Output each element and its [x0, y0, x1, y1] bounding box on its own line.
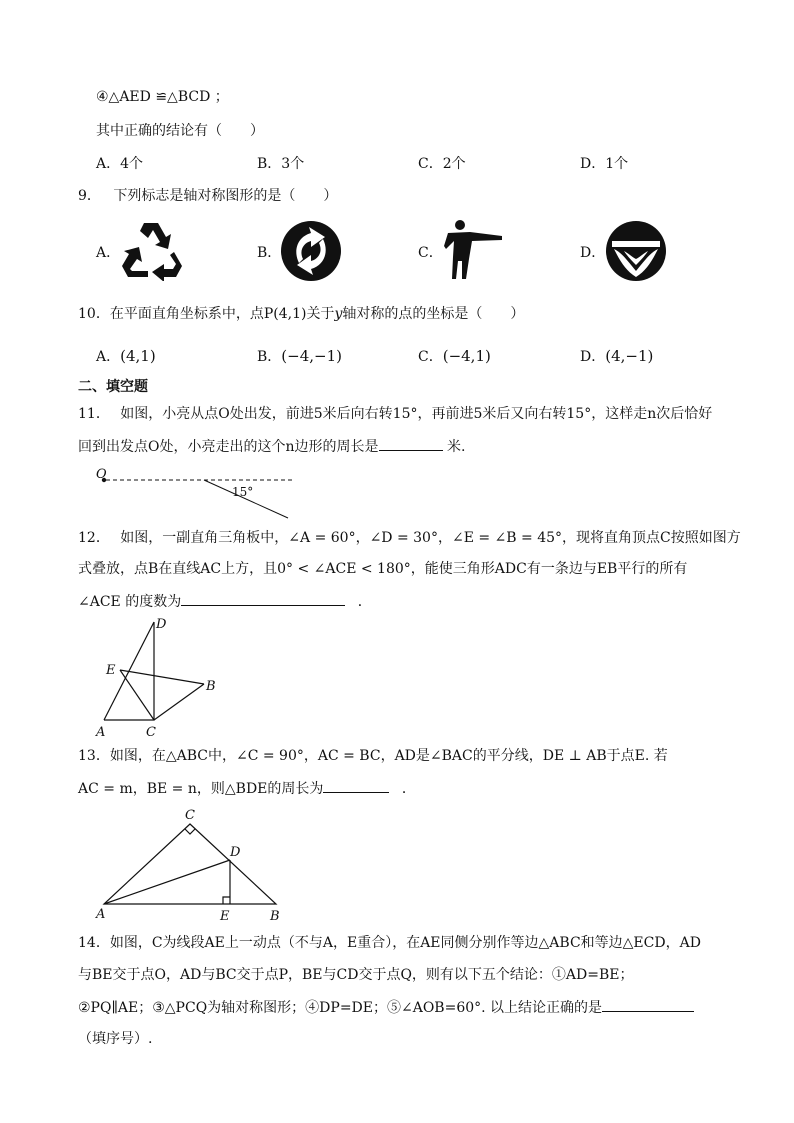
label-e: E — [106, 663, 116, 678]
axis-name: y — [334, 306, 343, 322]
q11-figure — [92, 466, 312, 522]
option-label: D． — [580, 349, 606, 365]
q9-option-c-label[interactable]: C． — [418, 245, 443, 261]
end-mark: ． — [357, 594, 372, 610]
q14-line-3 — [78, 997, 694, 1018]
question-text: 回到出发点O处，小亮走出的这个n边形的周长是 — [78, 439, 379, 455]
label-b: B — [270, 909, 280, 924]
q9-option-d-label[interactable]: D． — [580, 245, 606, 261]
answer-blank[interactable] — [602, 997, 694, 1012]
q8-option-b[interactable] — [257, 154, 304, 174]
q11-line-2 — [78, 436, 465, 457]
label-a: A — [96, 907, 106, 922]
label-o: O — [96, 467, 107, 482]
section-title: 二、填空题 — [78, 379, 148, 395]
answer-blank[interactable] — [323, 778, 389, 793]
label-c: C — [146, 725, 156, 740]
q9-stem — [78, 186, 337, 206]
question-text: 如图，小亮从点O处出发，前进5米后向右转15°，再前进5米后又向右转15°，这样走n次后恰好 — [120, 406, 713, 422]
v-emblem-icon — [604, 219, 668, 283]
stem-part-c: 轴对称的点的坐标是（ ） — [342, 306, 525, 322]
q14-line-2: 与BE交于点O，AD与BC交于点P，BE与CD交于点Q，则有以下五个结论：①AD=BE； — [78, 967, 634, 983]
option-text: (−4,−1) — [281, 347, 342, 365]
q12-line-3 — [78, 591, 372, 612]
option-text: (4,1) — [120, 347, 156, 365]
q8-stem: 其中正确的结论有（ ） — [96, 123, 264, 139]
question-text: ②PQ∥AE；③△PCQ为轴对称图形；④DP=DE；⑤∠AOB=60°. 以上结论正确的是 — [78, 1000, 603, 1016]
option-text: 2个 — [442, 156, 466, 172]
point-p: P(4,1) — [263, 306, 307, 322]
side-eb — [120, 670, 204, 684]
unit: 米. — [446, 439, 466, 455]
q12-line-2: 式叠放，点B在直线AC上方，且0° < ∠ACE < 180°，能使三角形ADC有一条边与EB平行的所有 — [78, 561, 688, 577]
option-text: (−4,1) — [442, 347, 491, 365]
question-text: ∠ACE 的度数为 — [78, 594, 182, 610]
q12-line-1 — [78, 528, 741, 548]
question-number: 13． — [78, 748, 110, 764]
q9-option-a-label[interactable]: A． — [96, 245, 121, 261]
option-label: D． — [580, 156, 606, 172]
stem-part-b: 关于 — [306, 306, 335, 322]
q10-option-c[interactable] — [418, 346, 491, 367]
q14-line-4: （填序号）. — [78, 1031, 153, 1047]
q8-option-d[interactable] — [580, 154, 628, 174]
option-label: C． — [418, 349, 443, 365]
question-text: 如图，C为线段AE上一动点（不与A，E重合），在AE同侧分别作等边△ABC和等边△ECD，AD — [109, 935, 701, 951]
q10-option-d[interactable] — [580, 346, 653, 367]
right-angle-c — [185, 829, 195, 834]
question-number: 9． — [78, 188, 101, 204]
q13-line-2 — [78, 778, 416, 799]
right-angle-e — [223, 897, 230, 904]
question-text: 如图，在△ABC中，∠C = 90°，AC = BC，AD是∠BAC的平分线，DE ⊥ AB于点E. 若 — [109, 748, 668, 764]
option-text: 4个 — [120, 156, 144, 172]
label-b: B — [206, 679, 216, 694]
end-mark: ． — [401, 781, 416, 797]
option-text: (4,−1) — [605, 347, 654, 365]
question-number: 12． — [78, 530, 110, 546]
label-a: A — [96, 725, 106, 740]
q13-figure — [92, 804, 292, 924]
label-d: D — [230, 845, 241, 860]
q10-option-a[interactable] — [96, 346, 156, 367]
question-text: AC = m，BE = n，则△BDE的周长为 — [78, 781, 324, 797]
q13-line-1 — [78, 746, 668, 766]
side-ec — [120, 670, 154, 720]
question-number: 11． — [78, 406, 110, 422]
answer-blank[interactable] — [379, 436, 443, 451]
option-label: A． — [96, 349, 121, 365]
answer-blank[interactable] — [181, 591, 345, 606]
label-d: D — [156, 617, 167, 632]
option-label: A． — [96, 156, 121, 172]
label-e: E — [220, 909, 230, 924]
question-number: 14． — [78, 935, 110, 951]
q14-line-1 — [78, 933, 701, 953]
option-label: C． — [418, 156, 443, 172]
q9-option-b-label[interactable]: B． — [257, 245, 282, 261]
recycle-triangle-icon — [118, 219, 184, 281]
side-cb — [154, 684, 204, 720]
angle-label: 15° — [232, 485, 254, 499]
q8-option-a[interactable] — [96, 154, 143, 174]
label-c: C — [185, 808, 195, 823]
q8-option-c[interactable] — [418, 154, 466, 174]
q10-option-b[interactable] — [257, 346, 342, 367]
question-number: 10． — [78, 306, 110, 322]
q12-figure — [90, 614, 230, 742]
green-dot-arrow-icon — [279, 219, 343, 283]
question-text: 如图，一副直角三角板中，∠A = 60°，∠D = 30°，∠E = ∠B = 45°，现将直角顶点C按照如图方 — [120, 530, 741, 546]
triangle-abc — [104, 824, 276, 904]
pointing-figure-icon — [440, 219, 506, 283]
option-label: B． — [257, 349, 282, 365]
option-label: B． — [257, 156, 282, 172]
question-text: 下列标志是轴对称图形的是（ ） — [113, 188, 338, 204]
stem-part-a: 在平面直角坐标系中，点 — [109, 306, 264, 322]
q11-line-1 — [78, 404, 712, 424]
q10-stem — [78, 304, 524, 324]
q8-item-4: ④△AED ≌△BCD ； — [96, 89, 229, 105]
option-text: 3个 — [281, 156, 305, 172]
bisector-ad — [104, 860, 230, 904]
option-text: 1个 — [605, 156, 629, 172]
